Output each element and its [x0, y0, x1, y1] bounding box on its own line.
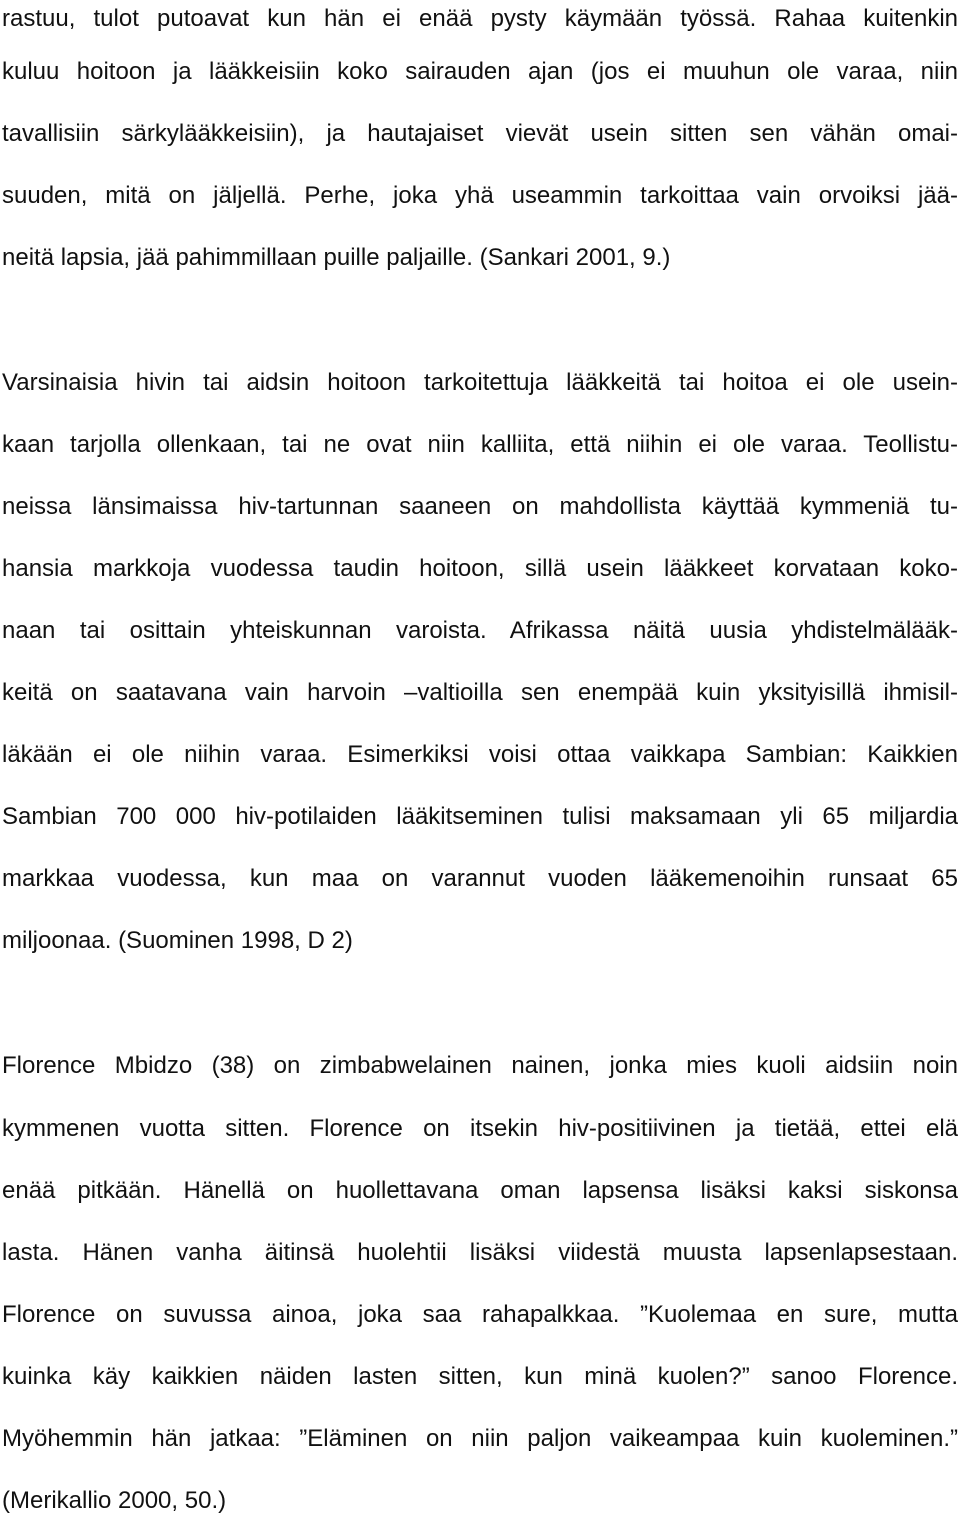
text-line: naan tai osittain yhteiskunnan varoista. Afrikassa näitä uusia yhdistelmälääk-: [2, 617, 958, 644]
text-line: neissa länsimaissa hiv-tartunnan saaneen on mahdollista käyttää kymmeniä tu-: [2, 493, 958, 520]
text-line: markkaa vuodessa, kun maa on varannut vuoden lääkemenoihin runsaat 65: [2, 865, 958, 892]
text-line: Myöhemmin hän jatkaa: ”Eläminen on niin paljon vaikeampaa kuin kuoleminen.”: [2, 1425, 958, 1452]
text-line: tavallisiin särkylääkkeisiin), ja hautajaiset vievät usein sitten sen vähän omai-: [2, 120, 958, 147]
text-line: neitä lapsia, jää pahimmillaan puille paljaille. (Sankari 2001, 9.): [2, 244, 671, 271]
text-line: Varsinaisia hivin tai aidsin hoitoon tarkoitettuja lääkkeitä tai hoitoa ei ole usein-: [2, 369, 958, 396]
text-line: suuden, mitä on jäljellä. Perhe, joka yhä useammin tarkoittaa vain orvoiksi jää-: [2, 182, 958, 209]
text-line: enää pitkään. Hänellä on huollettavana oman lapsensa lisäksi kaksi siskonsa: [2, 1177, 958, 1204]
text-line: lasta. Hänen vanha äitinsä huolehtii lisäksi viidestä muusta lapsenlapsestaan.: [2, 1239, 958, 1266]
text-line: kaan tarjolla ollenkaan, tai ne ovat niin kalliita, että niihin ei ole varaa. Teollistu-: [2, 431, 958, 458]
text-line: Florence on suvussa ainoa, joka saa rahapalkkaa. ”Kuolemaa en sure, mutta: [2, 1301, 958, 1328]
text-line: hansia markkoja vuodessa taudin hoitoon, sillä usein lääkkeet korvataan koko-: [2, 555, 958, 582]
text-line: kymmenen vuotta sitten. Florence on itsekin hiv-positiivinen ja tietää, ettei elä: [2, 1115, 958, 1142]
text-line: Florence Mbidzo (38) on zimbabwelainen nainen, jonka mies kuoli aidsiin noin: [2, 1052, 958, 1079]
text-line: läkään ei ole niihin varaa. Esimerkiksi voisi ottaa vaikkapa Sambian: Kaikkien: [2, 741, 958, 768]
text-line: keitä on saatavana vain harvoin –valtioilla sen enempää kuin yksityisillä ihmisil-: [2, 679, 958, 706]
text-line: kuluu hoitoon ja lääkkeisiin koko sairauden ajan (jos ei muuhun ole varaa, niin: [2, 58, 958, 85]
text-line: Sambian 700 000 hiv-potilaiden lääkitseminen tulisi maksamaan yli 65 miljardia: [2, 803, 958, 830]
text-line: kuinka käy kaikkien näiden lasten sitten, kun minä kuolen?” sanoo Florence.: [2, 1363, 958, 1390]
text-line: (Merikallio 2000, 50.): [2, 1487, 227, 1514]
text-line: miljoonaa. (Suominen 1998, D 2): [2, 927, 353, 954]
text-line: rastuu, tulot putoavat kun hän ei enää pysty käymään työssä. Rahaa kuitenkin: [2, 5, 958, 32]
